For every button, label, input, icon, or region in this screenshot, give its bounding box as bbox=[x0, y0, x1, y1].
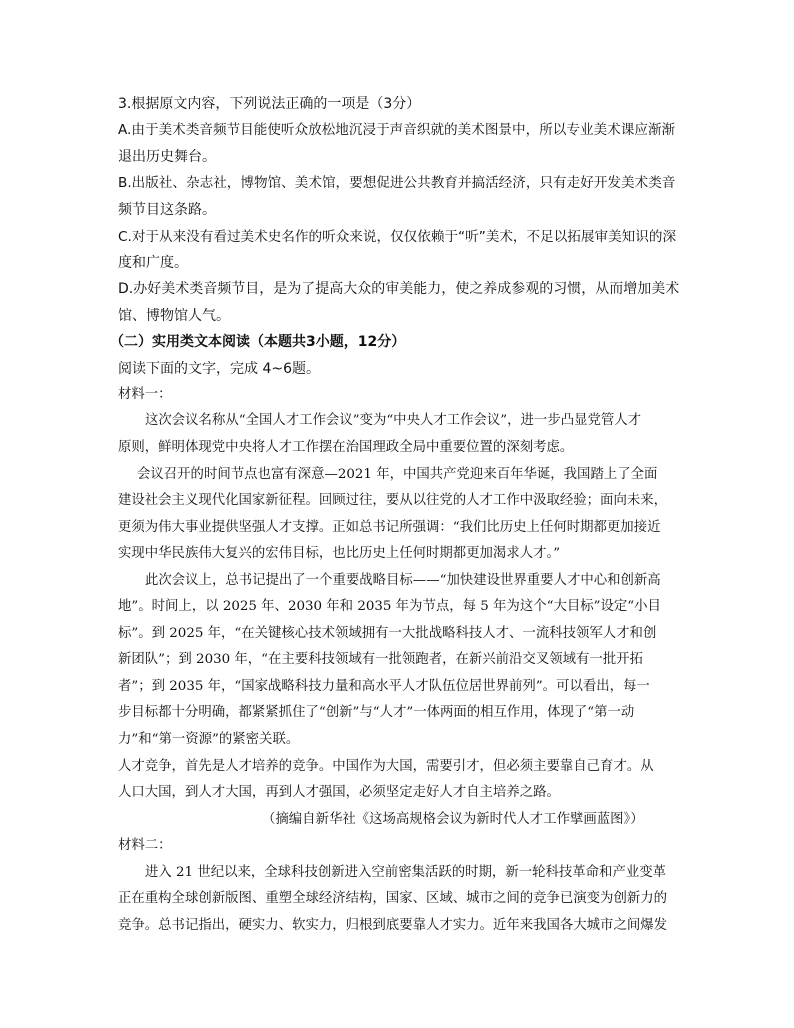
paragraph-line: 建设社会主义现代化国家新征程。回顾过往，要从以往党的人才工作中汲取经验；面向未来， bbox=[118, 493, 668, 508]
paragraph-line: 标”。到 2025 年，“在关键核心技术领域拥有一大批战略科技人才、一流科技领军人才和创 bbox=[118, 626, 657, 641]
paragraph-line: 步目标都十分明确，都紧紧抓住了“创新”与“人才”一体两面的相互作用，体现了“第一动 bbox=[118, 705, 635, 720]
option-d-line-1: D.办好美术类音频节目，是为了提高大众的审美能力，使之养成参观的习惯，从而增加美术 bbox=[118, 281, 680, 297]
option-a-line-1: A.由于美术类音频节目能使听众放松地沉浸于声音织就的美术图景中，所以专业美术课应渐渐 bbox=[118, 122, 676, 138]
option-b-line-1: B.出版社、杂志社，博物馆、美术馆，要想促进公共教育并搞活经济，只有走好开发美术类音 bbox=[118, 175, 676, 191]
paragraph-line: 人口大国，到人才大国，再到人才强国，必须坚定走好人才自主培养之路。 bbox=[118, 785, 560, 800]
option-c-line-1: C.对于从来没有看过美术史名作的听众来说，仅仅依赖于“听”美术，不足以拓展审美知识的深 bbox=[118, 229, 677, 245]
material-2-label: 材料二： bbox=[118, 838, 172, 853]
paragraph-line: 更须为伟大事业提供坚强人才支撑。正如总书记所强调：“我们比历史上任何时期都更加接近 bbox=[118, 520, 661, 535]
section-heading: （二）实用类文本阅读（本题共3小题，12分） bbox=[110, 334, 406, 350]
material-1-label: 材料一： bbox=[118, 387, 172, 402]
paragraph-line: 实现中华民族伟大复兴的宏伟目标，也比历史上任何时期都更加渴求人才。” bbox=[118, 546, 561, 561]
option-b-line-2: 频节目这条路。 bbox=[118, 202, 216, 218]
paragraph-line: 者”；到 2035 年，“国家战略科技力量和高水平人才队伍位居世界前列”。可以看出，每一 bbox=[118, 679, 650, 694]
paragraph-line: 进入 21 世纪以来，全球科技创新进入空前密集活跃的时期，新一轮科技革命和产业变革 bbox=[145, 865, 667, 880]
paragraph-line: 正在重构全球创新版图、重塑全球经济结构，国家、区域、城市之间的竞争已演变为创新力的 bbox=[118, 891, 668, 906]
paragraph-line: 会议召开的时间节点也富有深意—2021 年，中国共产党迎来百年华诞，我国踏上了全面 bbox=[137, 467, 658, 482]
source-citation: （摘编自新华社《这场高规格会议为新时代人才工作擘画蓝图》） bbox=[262, 812, 644, 827]
section-instruction: 阅读下面的文字，完成 4~6题。 bbox=[118, 361, 320, 377]
option-c-line-2: 度和广度。 bbox=[118, 255, 188, 271]
paragraph-line: 地”。时间上，以 2025 年、2030 年和 2035 年为节点，每 5 年为这个“大目标”设定“小目 bbox=[118, 599, 661, 614]
option-d-line-2: 馆、博物馆人气。 bbox=[118, 308, 230, 324]
paragraph-line: 人才竞争，首先是人才培养的竞争。中国作为大国，需要引才，但必须主要靠自己育才。从 bbox=[118, 759, 654, 774]
paragraph-line: 力”和“第一资源”的紧密关联。 bbox=[118, 732, 300, 747]
paragraph-line: 新团队”；到 2030 年，“在主要科技领域有一批领跑者，在新兴前沿交叉领域有一批开拓 bbox=[118, 652, 643, 667]
paragraph-line: 原则，鲜明体现党中央将人才工作摆在治国理政全局中重要位置的深刻考虑。 bbox=[118, 440, 574, 455]
paragraph-line: 这次会议名称从“全国人才工作会议”变为“中央人才工作会议”，进一步凸显党管人才 bbox=[145, 413, 642, 428]
option-a-line-2: 退出历史舞台。 bbox=[118, 149, 216, 165]
paragraph-line: 此次会议上，总书记提出了一个重要战略目标——“加快建设世界重要人才中心和创新高 bbox=[145, 573, 661, 588]
question-3-stem: 3.根据原文内容，下列说法正确的一项是（3分） bbox=[118, 96, 421, 112]
paragraph-line: 竞争。总书记指出，硬实力、软实力，归根到底要靠人才实力。近年来我国各大城市之间爆发 bbox=[118, 918, 668, 933]
